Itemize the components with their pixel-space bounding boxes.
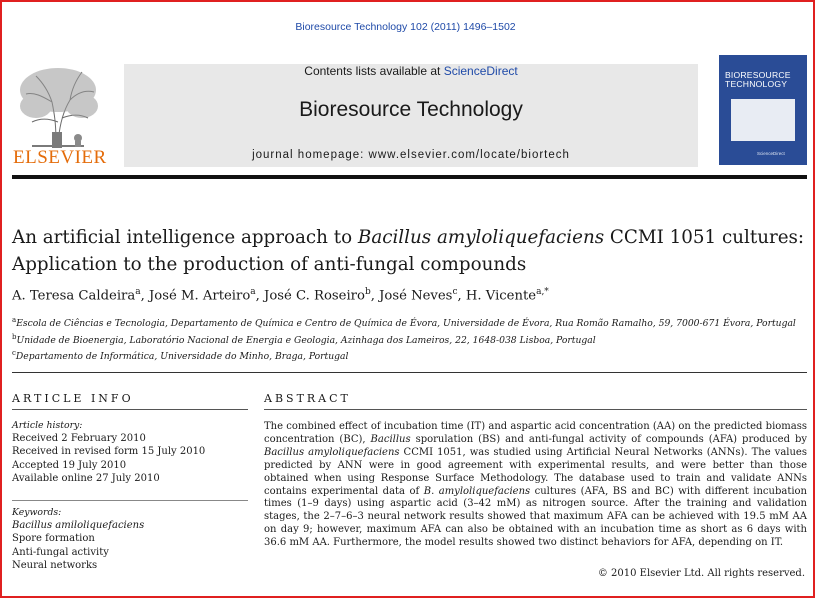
- history-item: Received in revised form 15 July 2010: [12, 446, 206, 458]
- keyword-item: Anti-fungal activity: [12, 546, 109, 558]
- author-name[interactable]: José C. Roseiro: [264, 288, 365, 304]
- article-info-heading-wrap: [12, 392, 248, 405]
- affiliation-item: [12, 314, 812, 331]
- journal-cover-thumbnail[interactable]: [719, 55, 807, 165]
- abstract-part: sporulation (BS) and anti-fungal activity of compounds (AFA) produced by: [410, 433, 808, 445]
- keywords-rule: [12, 500, 248, 501]
- keyword-list: [12, 506, 248, 572]
- affiliation-text: Unidade de Bioenergia, Laboratório Nacional de Energia e Geologia, Azinhaga dos Lameiros, 22, 1648-038 Lisboa, Portugal: [16, 334, 596, 346]
- cover-title: BIORESOURCE TECHNOLOGY: [725, 70, 791, 89]
- affiliation-mark: c: [12, 349, 16, 358]
- abstract-text: [264, 421, 807, 550]
- author-affil-mark: a,*: [536, 287, 549, 297]
- affiliation-item: [12, 331, 812, 348]
- abstract-italic: B. amyloliquefaciens: [423, 485, 531, 497]
- history-item: Available online 27 July 2010: [12, 472, 160, 484]
- contents-availability: [124, 64, 698, 78]
- keywords-label: Keywords:: [12, 507, 62, 518]
- title-line2: Application to the production of anti-fungal compounds: [12, 254, 527, 275]
- article-history: [12, 419, 248, 485]
- elsevier-wordmark: ELSEVIER: [13, 147, 107, 168]
- article-title: [12, 224, 812, 278]
- affiliation-text: Escola de Ciências e Tecnologia, Departamento de Química e Centro de Química de Évora, Universidade de Évora, Rua Romão Ramalho, 59, 7000-671 Évora, Portugal: [16, 318, 796, 330]
- affiliation-mark: b: [12, 332, 17, 341]
- title-line1-pre: An artificial intelligence approach to: [12, 227, 358, 248]
- abstract-part: cultures (AFA, BS and BC) with different incubation times (1–9 days) using aspartic acid (3–42 mM) as nitrogen source. After the training and validation stages, the 2–7–6–3 neural network results showed that maximum AFA can be achieved with 19.5 mM AA on day 9; however, maximum AFA can also be obtained with an incubation time as short as 6 days with 36.6 mM AA. Furthermore, the model results showed two distinct behaviors for AFA, depending on IT.: [264, 485, 807, 549]
- article-info-heading: ARTICLE INFO: [12, 392, 134, 405]
- title-line1-italic: Bacillus amyloliquefaciens: [357, 227, 605, 248]
- abstract-rule: [264, 409, 807, 410]
- header-divider: [12, 175, 807, 179]
- author-name[interactable]: A. Teresa Caldeira: [12, 288, 136, 304]
- keyword-item: Neural networks: [12, 559, 98, 571]
- author-affil-mark: a: [135, 287, 141, 297]
- history-item: Accepted 19 July 2010: [12, 459, 127, 471]
- journal-title: Bioresource Technology: [299, 98, 523, 121]
- contents-prefix: Contents lists available at: [304, 64, 444, 78]
- author-name[interactable]: José Neves: [379, 288, 453, 304]
- cover-sciencedirect: ScienceDirect: [757, 151, 785, 156]
- article-info-rule: [12, 409, 248, 410]
- abstract-heading: ABSTRACT: [264, 392, 351, 405]
- keyword-item: Bacillus amiloliquefaciens: [12, 520, 145, 532]
- affiliation-list: [12, 314, 812, 364]
- author-affil-mark: a: [250, 287, 256, 297]
- abstract-italic: Bacillus: [370, 433, 411, 445]
- abstract-italic: Bacillus amyloliquefaciens: [264, 446, 400, 458]
- title-line1-post: CCMI 1051 cultures:: [604, 227, 805, 248]
- cover-image-panel: [731, 99, 795, 141]
- affiliation-mark: a: [12, 316, 17, 324]
- keyword-item: Spore formation: [12, 533, 95, 545]
- history-label: Article history:: [12, 420, 83, 431]
- abstract-part: CCMI 1051, was studied using Artificial Neural Networks (ANNs). The values predicted by ANN were in good agreement with experimental results, and were better than those obtained when using Response Surface Methodology. The database used to train and validate ANNs contains experimental data of: [264, 446, 807, 497]
- journal-masthead: [124, 64, 698, 167]
- author-list: A. Teresa Caldeira$^a$, José M. Arteiro$^a$, José C. Roseiro$^b$, José Neves$^c$, H. Vicente$^{a,*}$: [12, 287, 549, 304]
- author-name[interactable]: José M. Arteiro: [148, 288, 251, 304]
- author-name[interactable]: H. Vicente: [465, 288, 537, 304]
- affiliation-item: [12, 347, 812, 364]
- history-item: Received 2 February 2010: [12, 433, 146, 445]
- sciencedirect-link[interactable]: ScienceDirect: [443, 64, 518, 78]
- journal-homepage-link[interactable]: journal homepage: www.elsevier.com/locate/biortech: [252, 149, 570, 161]
- author-affil-mark: b: [364, 287, 371, 297]
- copyright-notice: © 2010 Elsevier Ltd. All rights reserved.: [597, 568, 805, 579]
- abstract-part: The combined effect of incubation time (IT) and aspartic acid concentration (AA) on the predicted biomass concentration (BC),: [264, 421, 807, 445]
- section-divider: [12, 372, 807, 373]
- journal-citation-link[interactable]: Bioresource Technology 102 (2011) 1496–1502: [295, 21, 516, 33]
- author-affil-mark: c: [452, 287, 458, 297]
- affiliation-text: Departamento de Informática, Universidade do Minho, Braga, Portugal: [15, 351, 349, 363]
